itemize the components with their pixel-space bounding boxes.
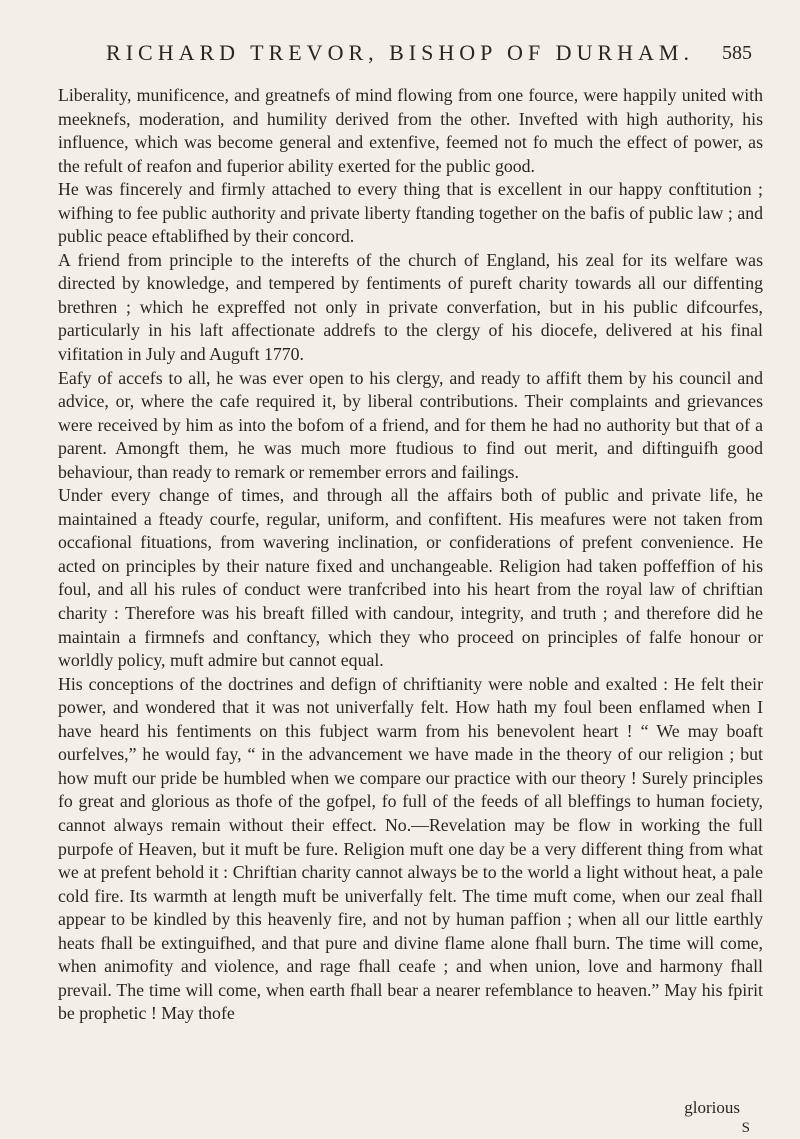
paragraph: Under every change of times, and through all the affairs both of public and private life, he maintained a fteady courfe, regular, uniform, and confiftent. His meafures were not taken from occafional fituations, from wavering inclination, or confiderations of prefent convenience. He acted on principles by their nature fixed and unchangeable. Religion had taken poffeffion of his foul, and all his rules of conduct were tranfcribed into his heart from the royal law of chriftian charity : Therefore was his breaft filled with candour, integrity, and truth ; and therefore did he maintain a firmnefs and conftancy, which they who proceed on principles of falfe honour or worldly policy, muft admire but cannot equal.: [58, 485, 763, 671]
paragraph: A friend from principle to the interefts of the church of England, his zeal for its welfare was directed by knowledge, and tempered by fentiments of pureft charity towards all our diffenting brethren ; which he expreffed not only in private converfation, but in his public difcourfes, particularly in his laft affectionate addrefs to the clergy of his diocefe, delivered at his final vifitation in July and Auguft 1770.: [58, 249, 763, 365]
signature-mark: S: [741, 1120, 750, 1136]
paragraph: His conceptions of the doctrines and defign of chriftianity were noble and exalted : He felt their power, and wondered that it was not univerfally felt. How hath my foul been enflamed when I have heard his fentiments on this fubject warm from his benevolent heart ! “ We may boaft ourfelves,” he would fay, “ in the advancement we have made in the theory of our religion ; but how muft our pride be humbled when we compare our practice with our theory ! Surely principles fo great and glorious as thofe of the gofpel, fo full of the feeds of all bleffings to human fociety, cannot always remain without their effect. No.—Revelation may be flow in working the full purpofe of Heaven, but it muft be fure. Religion muft one day be a very different thing from what we at prefent behold it : Chriftian charity cannot always be to the world a light without heat, a pale cold fire. Its warmth at length muft be univerfally felt. The time muft come, when our zeal fhall appear to be kindled by this heavenly fire, and not by human paffion ; when all our little earthly heats fhall be extinguifhed, and that pure and divine flame alone fhall burn. The time will come, when animofity and violence, and rage fhall ceafe ; and when union, love and harmony fhall prevail. The time will come, when earth fhall bear a nearer refemblance to heaven.” May his fpirit be prophetic ! May thofe: [58, 673, 763, 1024]
running-head: RICHARD TREVOR, BISHOP OF DURHAM.: [106, 40, 694, 65]
paragraph: Eafy of accefs to all, he was ever open to his clergy, and ready to affift them by his council and advice, or, where the cafe required it, by liberal contributions. Their complaints and grievances were received by him as into the bofom of a friend, and for them he had no authority but that of a parent. Amongft them, he was much more ftudious to find out merit, and diftinguifh good behaviour, than ready to remark or remember errors and failings.: [58, 367, 763, 482]
body-text: [58, 84, 763, 1026]
page-number: 585: [722, 42, 752, 64]
paragraph: He was fincerely and firmly attached to every thing that is excellent in our happy conftitution ; wifhing to fee public authority and private liberty ftanding together on the bafis of public law ; and public peace eftablifhed by their concord.: [58, 179, 763, 247]
paragraph: Liberality, munificence, and greatnefs of mind flowing from one fource, were happily united with meeknefs, moderation, and humility derived from the other. Invefted with high authority, his influence, which was become general and extenfive, feemed not fo much the effect of power, as the refult of reafon and fuperior ability exerted for the public good.: [58, 85, 763, 176]
catchword: glorious: [684, 1098, 740, 1117]
